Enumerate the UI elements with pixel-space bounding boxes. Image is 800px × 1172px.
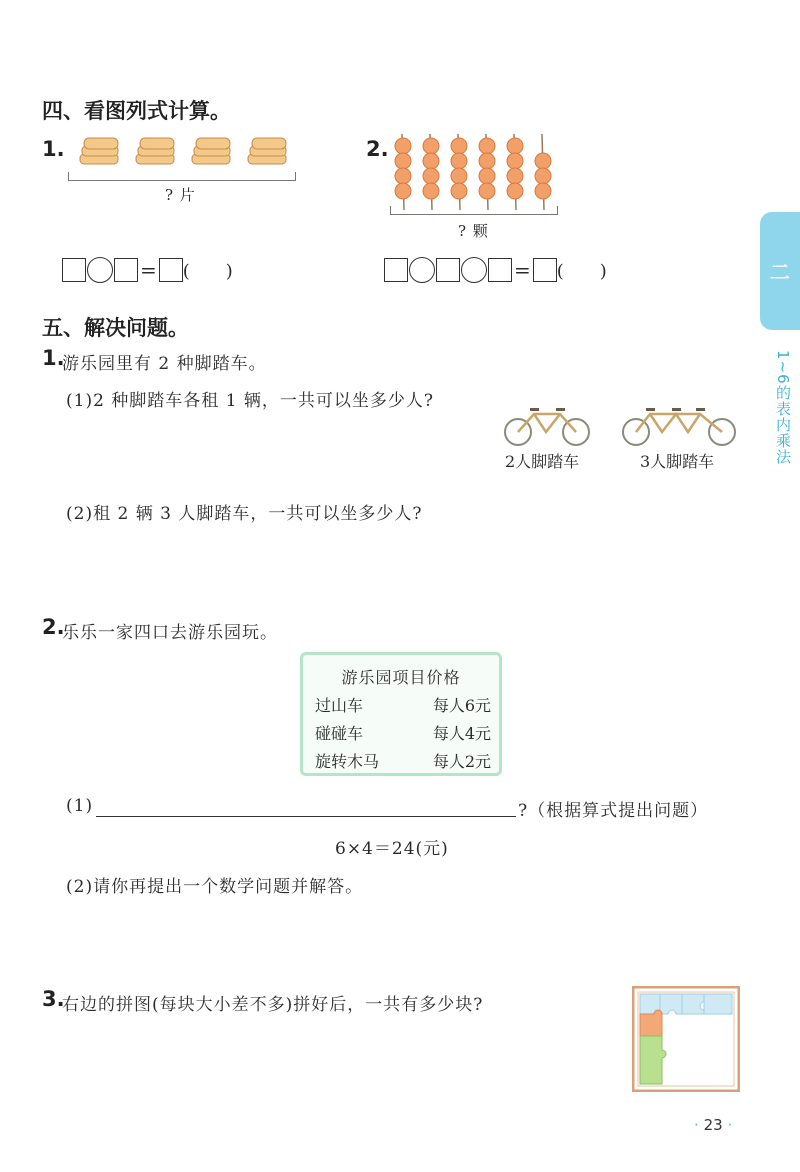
- chapter-tab-label: 二: [770, 260, 790, 284]
- tanghulu-illustration: [386, 134, 562, 212]
- answer-box[interactable]: [488, 258, 512, 282]
- q2-number: 2.: [366, 137, 389, 161]
- answer-box[interactable]: [533, 258, 557, 282]
- chapter-tab[interactable]: [760, 212, 800, 330]
- s5-q1-text: 游乐园里有 2 种脚踏车。: [62, 354, 267, 374]
- operator-circle[interactable]: [409, 257, 435, 283]
- page-dot-left: ·: [694, 1116, 699, 1134]
- s5-q2-text: 乐乐一家四口去游乐园玩。: [62, 623, 278, 643]
- s5-q1-sub1: (1)2 种脚踏车各租 1 辆，一共可以坐多少人?: [66, 391, 435, 411]
- answer-box[interactable]: [114, 258, 138, 282]
- s5-q2-sub1-prefix: (1): [66, 796, 94, 816]
- q1-brace: [68, 172, 296, 181]
- answer-box[interactable]: [159, 258, 183, 282]
- price-item-value: 每人4元: [432, 724, 491, 743]
- unit-paren[interactable]: ( ): [556, 261, 607, 282]
- operator-circle[interactable]: [87, 257, 113, 283]
- bike2-label: 3人脚踏车: [640, 452, 715, 471]
- q2-answer-template: = ( ): [384, 257, 607, 283]
- q2-brace: [390, 206, 558, 215]
- price-card: [300, 652, 502, 776]
- s5-q3-text: 右边的拼图(每块大小差不多)拼好后，一共有多少块?: [62, 995, 484, 1015]
- puzzle-illustration: [632, 986, 740, 1092]
- s5-q2-equation: 6×4＝24(元): [335, 839, 449, 859]
- operator-circle[interactable]: [461, 257, 487, 283]
- price-item-value: 每人2元: [432, 752, 491, 771]
- q1-answer-template: = ( ): [62, 257, 233, 283]
- unit-paren[interactable]: ( ): [182, 261, 233, 282]
- bread-stack: [80, 138, 286, 164]
- page-dot-right: ·: [727, 1116, 733, 1134]
- price-item-name: 碰碰车: [315, 724, 364, 743]
- price-item-name: 过山车: [315, 696, 364, 715]
- s5-q3-number: 3.: [42, 987, 65, 1011]
- q1-number: 1.: [42, 137, 65, 161]
- s5-q2-sub2: (2)请你再提出一个数学问题并解答。: [66, 877, 364, 897]
- section5-heading: 五、解决问题。: [42, 316, 189, 340]
- s5-q1-sub2: (2)租 2 辆 3 人脚踏车，一共可以坐多少人?: [66, 504, 423, 524]
- s5-q2-sub1-suffix: ?（根据算式提出问题）: [518, 801, 709, 821]
- bike1-label: 2人脚踏车: [505, 452, 580, 471]
- section4-heading: 四、看图列式计算。: [42, 99, 231, 123]
- tandem-bikes-illustration: [500, 400, 745, 448]
- price-item-name: 旋转木马: [315, 752, 380, 771]
- answer-box[interactable]: [62, 258, 86, 282]
- q1-brace-label: ? 片: [165, 186, 196, 204]
- s5-q1-number: 1.: [42, 346, 65, 370]
- page-number: 23: [703, 1116, 723, 1134]
- price-item-value: 每人6元: [432, 696, 491, 715]
- answer-blank-line[interactable]: [96, 816, 516, 817]
- q2-brace-label: ? 颗: [458, 222, 489, 240]
- answer-box[interactable]: [436, 258, 460, 282]
- bread-illustration: [74, 134, 296, 174]
- chapter-title: 1~6的表内乘法: [774, 350, 792, 465]
- answer-box[interactable]: [384, 258, 408, 282]
- s5-q2-number: 2.: [42, 615, 65, 639]
- price-card-title: 游乐园项目价格: [341, 668, 461, 687]
- page-number-block: [694, 1116, 732, 1134]
